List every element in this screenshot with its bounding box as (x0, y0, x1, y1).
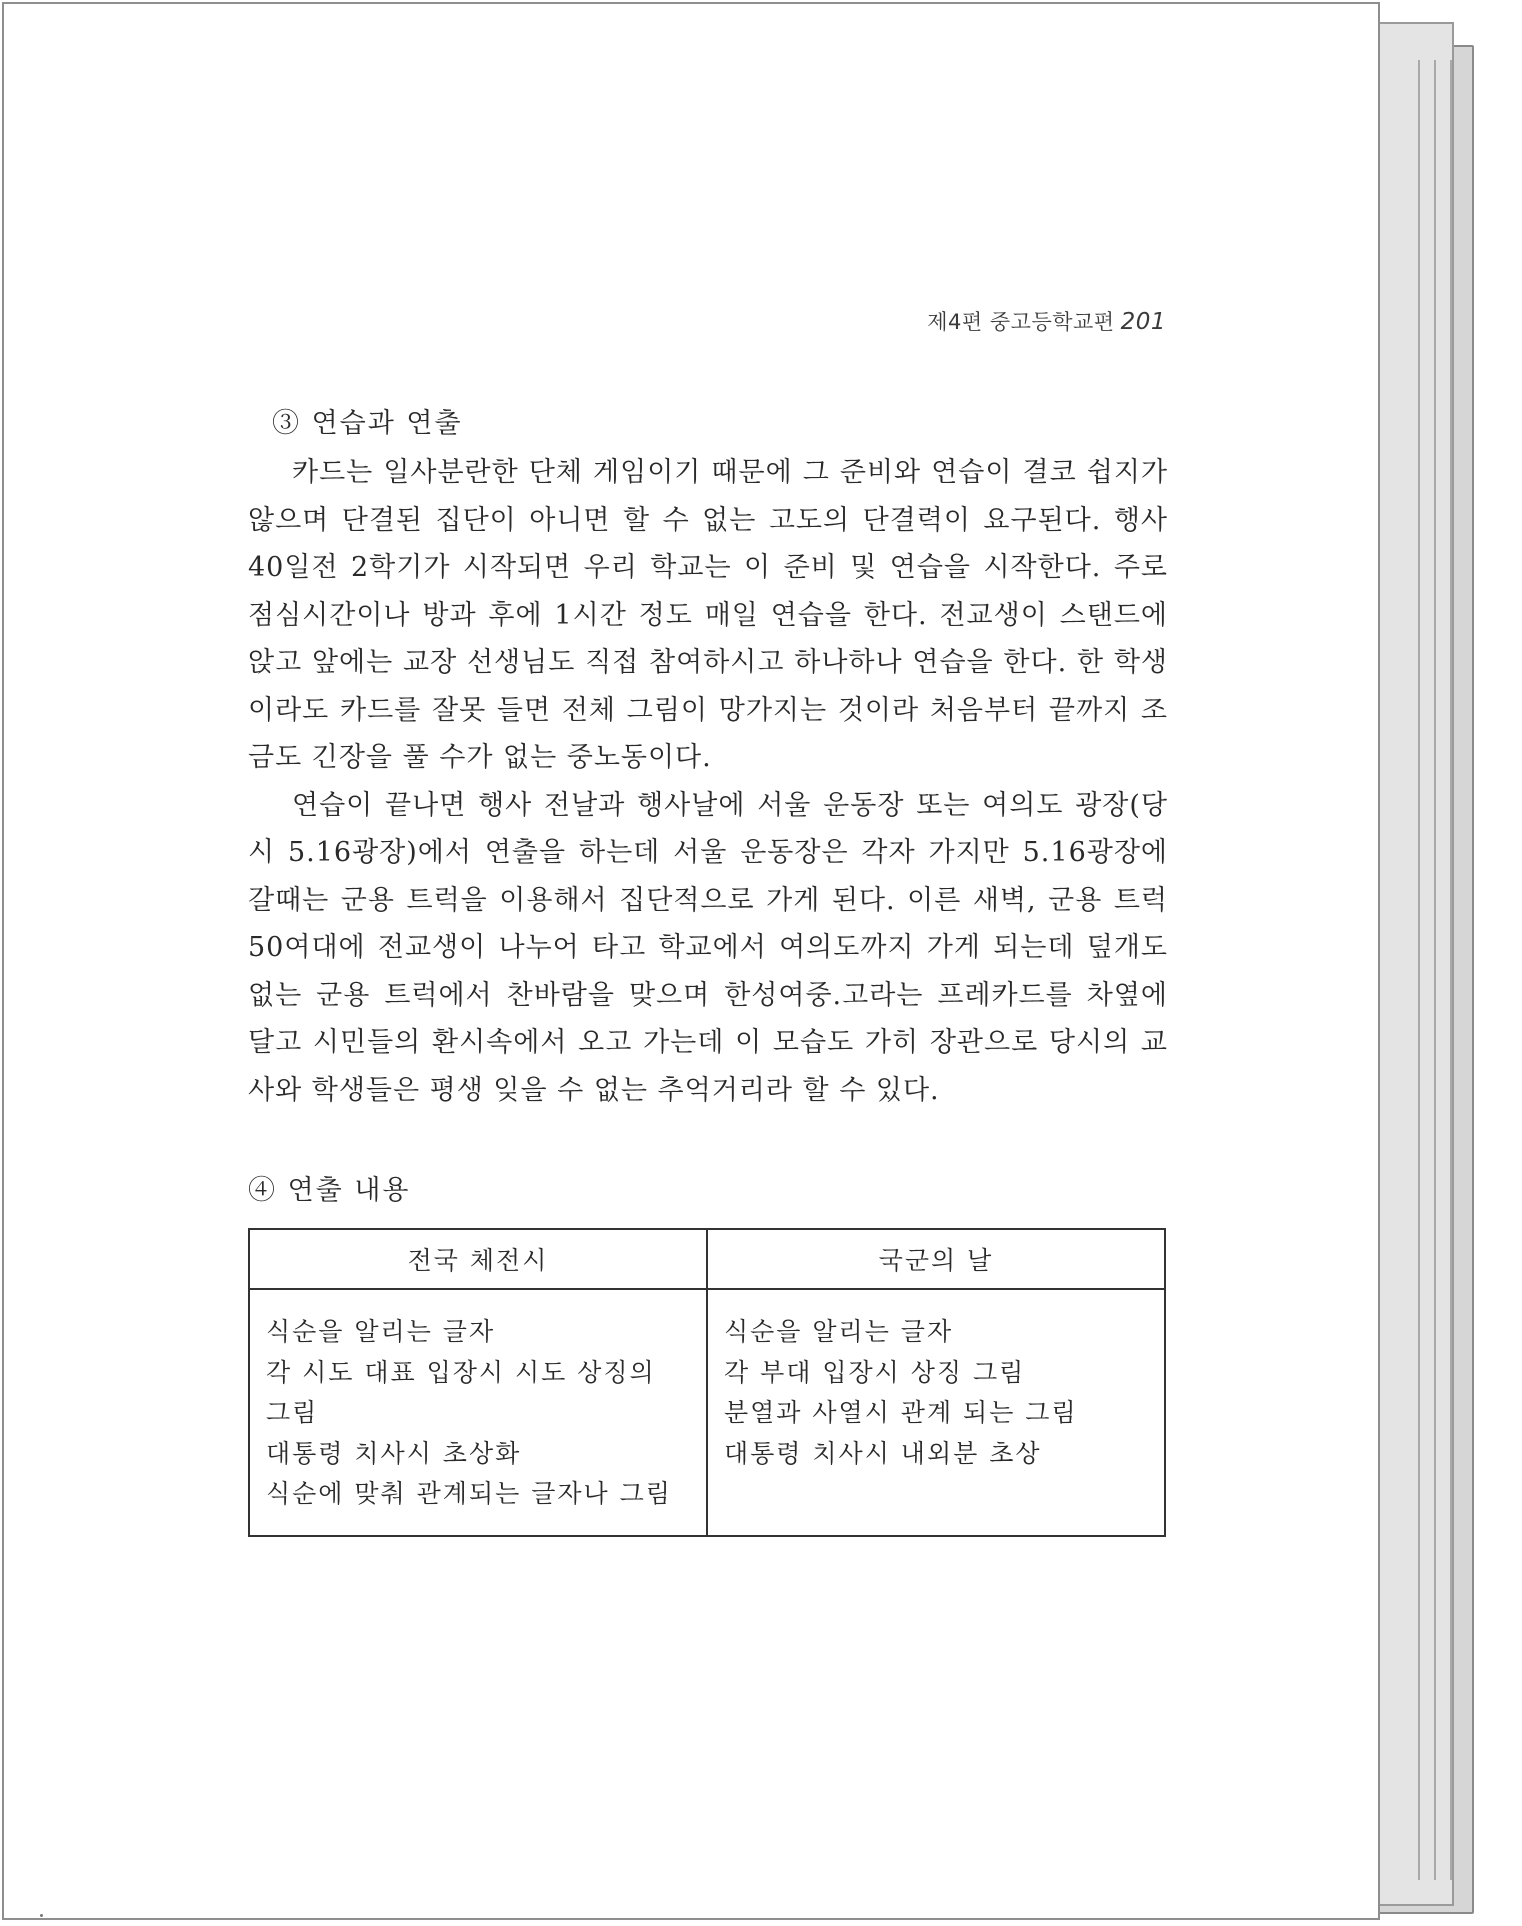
list-item: 각 시도 대표 입장시 시도 상징의 (266, 1357, 656, 1387)
table-row (249, 1289, 1165, 1536)
page-edge-line (1450, 60, 1452, 1880)
page-edge-line (1434, 60, 1436, 1880)
section-3-paragraph-1: 카드는 일사분란한 단체 게임이기 때문에 그 준비와 연습이 결코 쉽지가 않으며 단결된 집단이 아니면 할 수 없는 고도의 단결력이 요구된다. 행사 40일전 2학기가 시작되면 우리 학교는 이 준비 및 연습을 시작한다. 주로 점심시간이나 방과 후에 1시간 정도 매일 연습을 한다. 전교생이 스탠드에 앉고 앞에는 교장 선생님도 직접 참여하시고 하나하나 연습을 한다. 한 학생이라도 카드를 잘못 들면 전체 그림이 망가지는 것이라 처음부터 끝까지 조금도 긴장을 풀 수가 없는 중노동이다. (248, 457, 1168, 773)
list-item: 대통령 치사시 초상화 (266, 1438, 522, 1468)
list-item: 분열과 사열시 관계 되는 그림 (724, 1398, 1078, 1427)
list-item: 식순에 맞춰 관계되는 글자나 그림 (266, 1479, 672, 1508)
column-header-armed-forces-day: 국군의 날 (707, 1229, 1165, 1289)
armed-forces-day-cell (707, 1289, 1165, 1536)
page-number: 201 (1120, 309, 1166, 335)
list-item: 대통령 치사시 내외분 초상 (724, 1438, 1042, 1468)
list-item: 식순을 알리는 글자 (724, 1317, 954, 1346)
list-item: 각 부대 입장시 상징 그림 (724, 1357, 1026, 1387)
performance-content-table (248, 1228, 1166, 1537)
section-3-heading: ③ 연습과 연출 (272, 408, 463, 439)
list-item: 그림 (266, 1398, 319, 1427)
national-sports-cell (249, 1289, 707, 1536)
page-edge-line (1418, 60, 1420, 1880)
table-header-row (249, 1229, 1165, 1289)
page (2, 2, 1380, 1920)
running-head-section: 제4편 중고등학교편 (927, 310, 1115, 334)
list-item: 식순을 알리는 글자 (266, 1317, 496, 1346)
scan-speck (40, 1914, 43, 1917)
running-head (927, 306, 1166, 336)
page-content (248, 399, 1168, 1537)
section-4-heading: ④ 연출 내용 (248, 1175, 411, 1206)
column-header-national-sports: 전국 체전시 (249, 1229, 707, 1289)
section-3-paragraph-2: 연습이 끝나면 행사 전날과 행사날에 서울 운동장 또는 여의도 광장(당시 5.16광장)에서 연출을 하는데 서울 운동장은 각자 가지만 5.16광장에 갈때는 군용 트럭을 이용해서 집단적으로 가게 된다. 이른 새벽, 군용 트럭 50여대에 전교생이 나누어 타고 학교에서 여의도까지 가게 되는데 덮개도 없는 군용 트럭에서 찬바람을 맞으며 한성여중.고라는 프레카드를 차옆에 달고 시민들의 환시속에서 오고 가는데 이 모습도 가히 장관으로 당시의 교사와 학생들은 평생 잊을 수 없는 추억거리라 할 수 있다. (248, 789, 1168, 1106)
